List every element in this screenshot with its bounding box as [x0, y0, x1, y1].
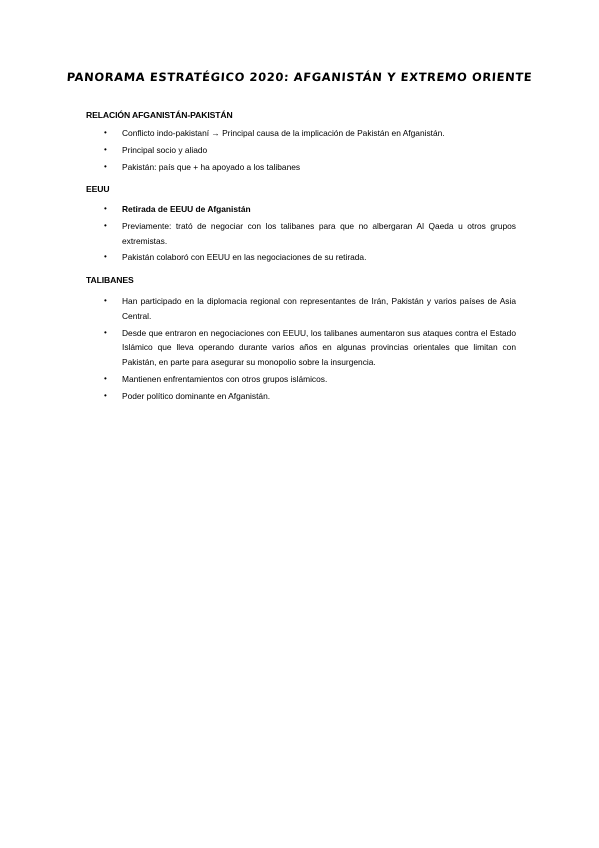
list-item: • Han participado en la diplomacia regional con representantes de Irán, Pakistán y varios países de Asia Central. — [104, 296, 516, 321]
bullet-icon: • — [104, 220, 107, 230]
bullet-icon: • — [104, 327, 107, 337]
section-heading-talibanes: TALIBANES — [86, 275, 134, 285]
list-eeuu — [86, 202, 516, 267]
list-item: • Principal socio y aliado — [86, 143, 516, 158]
section-heading-relacion: RELACIÓN AFGANISTÁN-PAKISTÁN — [86, 110, 233, 120]
bullet-icon: • — [104, 373, 107, 383]
bullet-icon: • — [104, 296, 107, 305]
list-item: • Pakistán: país que + ha apoyado a los talibanes — [86, 160, 516, 175]
list-item: • Conflicto indo-pakistaní → Principal causa de la implicación de Pakistán en Afganistán. — [86, 126, 516, 141]
list-item: • Pakistán colaboró con EEUU en las negociaciones de su retirada. — [86, 250, 516, 265]
list-item: • Mantienen enfrentamientos con otros grupos islámicos. — [86, 372, 516, 387]
page-title: PANORAMA ESTRATÉGICO 2020: AFGANISTÁN Y EXTREMO ORIENTE — [66, 70, 533, 84]
bullet-icon: • — [104, 144, 107, 154]
list-talibanes — [86, 294, 516, 406]
list-item: • Desde que entraron en negociaciones con EEUU, los talibanes aumentaron sus ataques contra el Estado Islámico que lleva operando durante varios años en algunas provincias orientales que limitan con Pakistán, en parte para asegurar su monopolio sobre la insurgencia. — [104, 327, 516, 368]
list-item: • Poder político dominante en Afganistán. — [86, 389, 516, 404]
list-item: • Retirada de EEUU de Afganistán — [86, 202, 516, 217]
bullet-icon: • — [104, 390, 107, 400]
bullet-icon: • — [104, 161, 107, 171]
bullet-icon: • — [104, 204, 107, 213]
bullet-icon: • — [104, 252, 107, 262]
list-item: • Previamente: trató de negociar con los talibanes para que no albergaran Al Qaeda u otros grupos extremistas. — [104, 220, 516, 246]
section-heading-eeuu: EEUU — [86, 184, 110, 194]
list-relacion — [86, 126, 516, 176]
bullet-icon: • — [104, 128, 107, 137]
